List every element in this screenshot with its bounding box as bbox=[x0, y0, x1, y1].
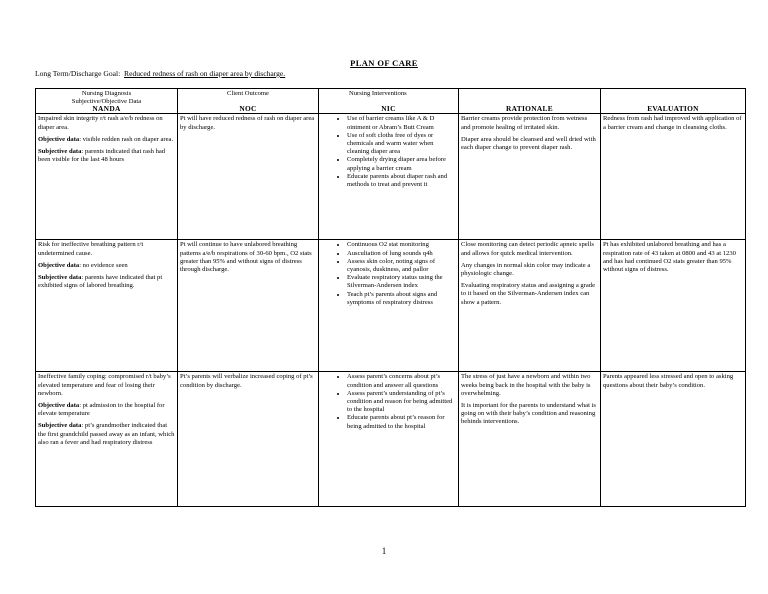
noc-cell: Pt will have reduced redness of rash on diaper area by discharge. bbox=[178, 114, 319, 240]
table-row bbox=[36, 372, 746, 507]
noc-cell: Pt will continue to have unlabored breathing patterns a/e/b respirations of 30-60 bpm., O2 stats greater than 95% and without signs of distress through discharge. bbox=[178, 240, 319, 372]
page-title: PLAN OF CARE bbox=[350, 58, 418, 68]
header-nanda-main: NANDA bbox=[92, 104, 121, 114]
nic-cell bbox=[319, 114, 459, 240]
diagnosis-text: Ineffective family coping: compromised r/t baby’s elevated temperature and fear of losing their newborn. bbox=[38, 373, 171, 397]
nanda-cell bbox=[36, 372, 178, 507]
nic-cell bbox=[319, 372, 459, 507]
long-term-goal bbox=[35, 69, 285, 78]
nic-item: • Educate parents about diaper rash and methods to treat and prevent it bbox=[347, 173, 456, 189]
nic-item: • Assess skin color, noting signs of cyanosis, duskiness, and pallor bbox=[347, 258, 456, 274]
evaluation-cell: Redness from rash had improved with application of a barrier cream and change in cleansing cloths. bbox=[601, 114, 746, 240]
header-row bbox=[36, 89, 746, 114]
diagnosis-text: Impaired skin integrity r/t rash a/e/b redness on diaper area. bbox=[38, 115, 163, 131]
rationale-text: Diaper area should be cleansed and well dried with each diaper change to prevent diaper rash. bbox=[461, 135, 596, 151]
objective-data: Objective data: no evidence seen bbox=[38, 261, 128, 269]
header-noc bbox=[178, 89, 319, 114]
evaluation-cell: Pt has exhibited unlabored breathing and has a respiration rate of 43 taken at 0800 and 43 at 1230 and has had continued O2 stats greater than 95% without signs of distress. bbox=[601, 240, 746, 372]
table-row bbox=[36, 240, 746, 372]
page-number: 1 bbox=[381, 546, 387, 556]
goal-label: Long Term/Discharge Goal: bbox=[35, 69, 121, 78]
rationale-cell bbox=[459, 240, 601, 372]
header-rationale bbox=[459, 89, 601, 114]
header-nanda-sub1: Nursing Diagnosis bbox=[81, 90, 132, 97]
rationale-text: The stress of just have a newborn and within two weeks being back in the hospital with the baby is overwhelming. bbox=[461, 373, 591, 397]
nic-cell bbox=[319, 240, 459, 372]
header-nanda-sub2: Subjective/Objective Data bbox=[71, 97, 142, 105]
nic-item: • Continuous O2 stat monitoring bbox=[347, 241, 456, 249]
table-row bbox=[36, 114, 746, 240]
subjective-data: Subjective data: pt’s grandmother indicated that the first grandchild passed away as an infant, which also ran a fever and had respiratory distress bbox=[38, 422, 175, 446]
nic-item: • Assess parent’s concerns about pt’s condition and answer all questions bbox=[347, 373, 456, 389]
rationale-text: It is important for the parents to understand what is going on with their baby’s condition and reasoning behinds interventions. bbox=[461, 402, 596, 426]
rationale-cell bbox=[459, 114, 601, 240]
nic-item: • Assess parent’s understanding of pt’s condition and reason for being admitted to the hospital bbox=[347, 390, 456, 415]
rationale-text: Barrier creams provide protection from wetness and promote healing of irritated skin. bbox=[461, 115, 588, 131]
nic-item: • Completely drying diaper area before applying a barrier cream bbox=[347, 156, 456, 172]
nanda-cell bbox=[36, 114, 178, 240]
header-evaluation-main: EVALUATION bbox=[647, 104, 699, 114]
header-nanda bbox=[36, 89, 178, 114]
rationale-cell bbox=[459, 372, 601, 507]
nic-item: • Educate parents about pt’s reason for being admitted to the hospital bbox=[347, 414, 456, 430]
subjective-data: Subjective data: parents indicated that rash had been visible for the last 48 hours bbox=[38, 148, 166, 164]
subjective-data: Subjective data: parents have indicated that pt exhibited signs of labored breathing. bbox=[38, 274, 163, 290]
diagnosis-text: Risk for ineffective breathing pattern r/t undetermined cause. bbox=[38, 241, 144, 257]
nanda-cell bbox=[36, 240, 178, 372]
nic-item: • Evaluate respiratory status using the Silverman-Andersen index bbox=[347, 274, 456, 290]
care-plan-table bbox=[35, 88, 746, 507]
nic-item: • Auscultation of lung sounds q4h bbox=[347, 250, 456, 258]
nic-item: • Teach pt’s parents about signs and symptoms of respiratory distress bbox=[347, 291, 456, 307]
rationale-text: Evaluating respiratory status and assigning a grade to it based on the Silverman-Andersen index can show a pattern. bbox=[461, 282, 596, 306]
objective-data: Objective data: visible redden rash on diaper area. bbox=[38, 135, 174, 143]
evaluation-cell: Parents appeared less stressed and open to asking questions about their baby’s condition. bbox=[601, 372, 746, 507]
header-rationale-main: RATIONALE bbox=[506, 104, 553, 114]
header-nic-sub: Nursing Interventions bbox=[349, 90, 407, 97]
nic-item: • Use of soft cloths free of dyes or chemicals and warm water when cleaning diaper area bbox=[347, 132, 456, 157]
header-evaluation bbox=[601, 89, 746, 114]
goal-text: Reduced redness of rash on diaper area by discharge. bbox=[124, 69, 286, 78]
nic-item: • Use of barrier creams like A & D ointment or Abram’s Butt Cream bbox=[347, 115, 456, 131]
rationale-text: Close monitoring can detect periodic apneic spells and allows for quick medical intervention. bbox=[461, 241, 594, 257]
header-noc-main: NOC bbox=[239, 104, 257, 114]
objective-data: Objective data: pt admission to the hospital for elevate temperature bbox=[38, 402, 165, 418]
header-noc-sub: Client Outcome bbox=[227, 90, 269, 97]
header-nic bbox=[319, 89, 459, 114]
rationale-text: Any changes in normal skin color may indicate a physiologic change. bbox=[461, 261, 591, 277]
noc-cell: Pt’s parents will verbalize increased coping of pt’s condition by discharge. bbox=[178, 372, 319, 507]
header-nic-main: NIC bbox=[381, 104, 396, 114]
